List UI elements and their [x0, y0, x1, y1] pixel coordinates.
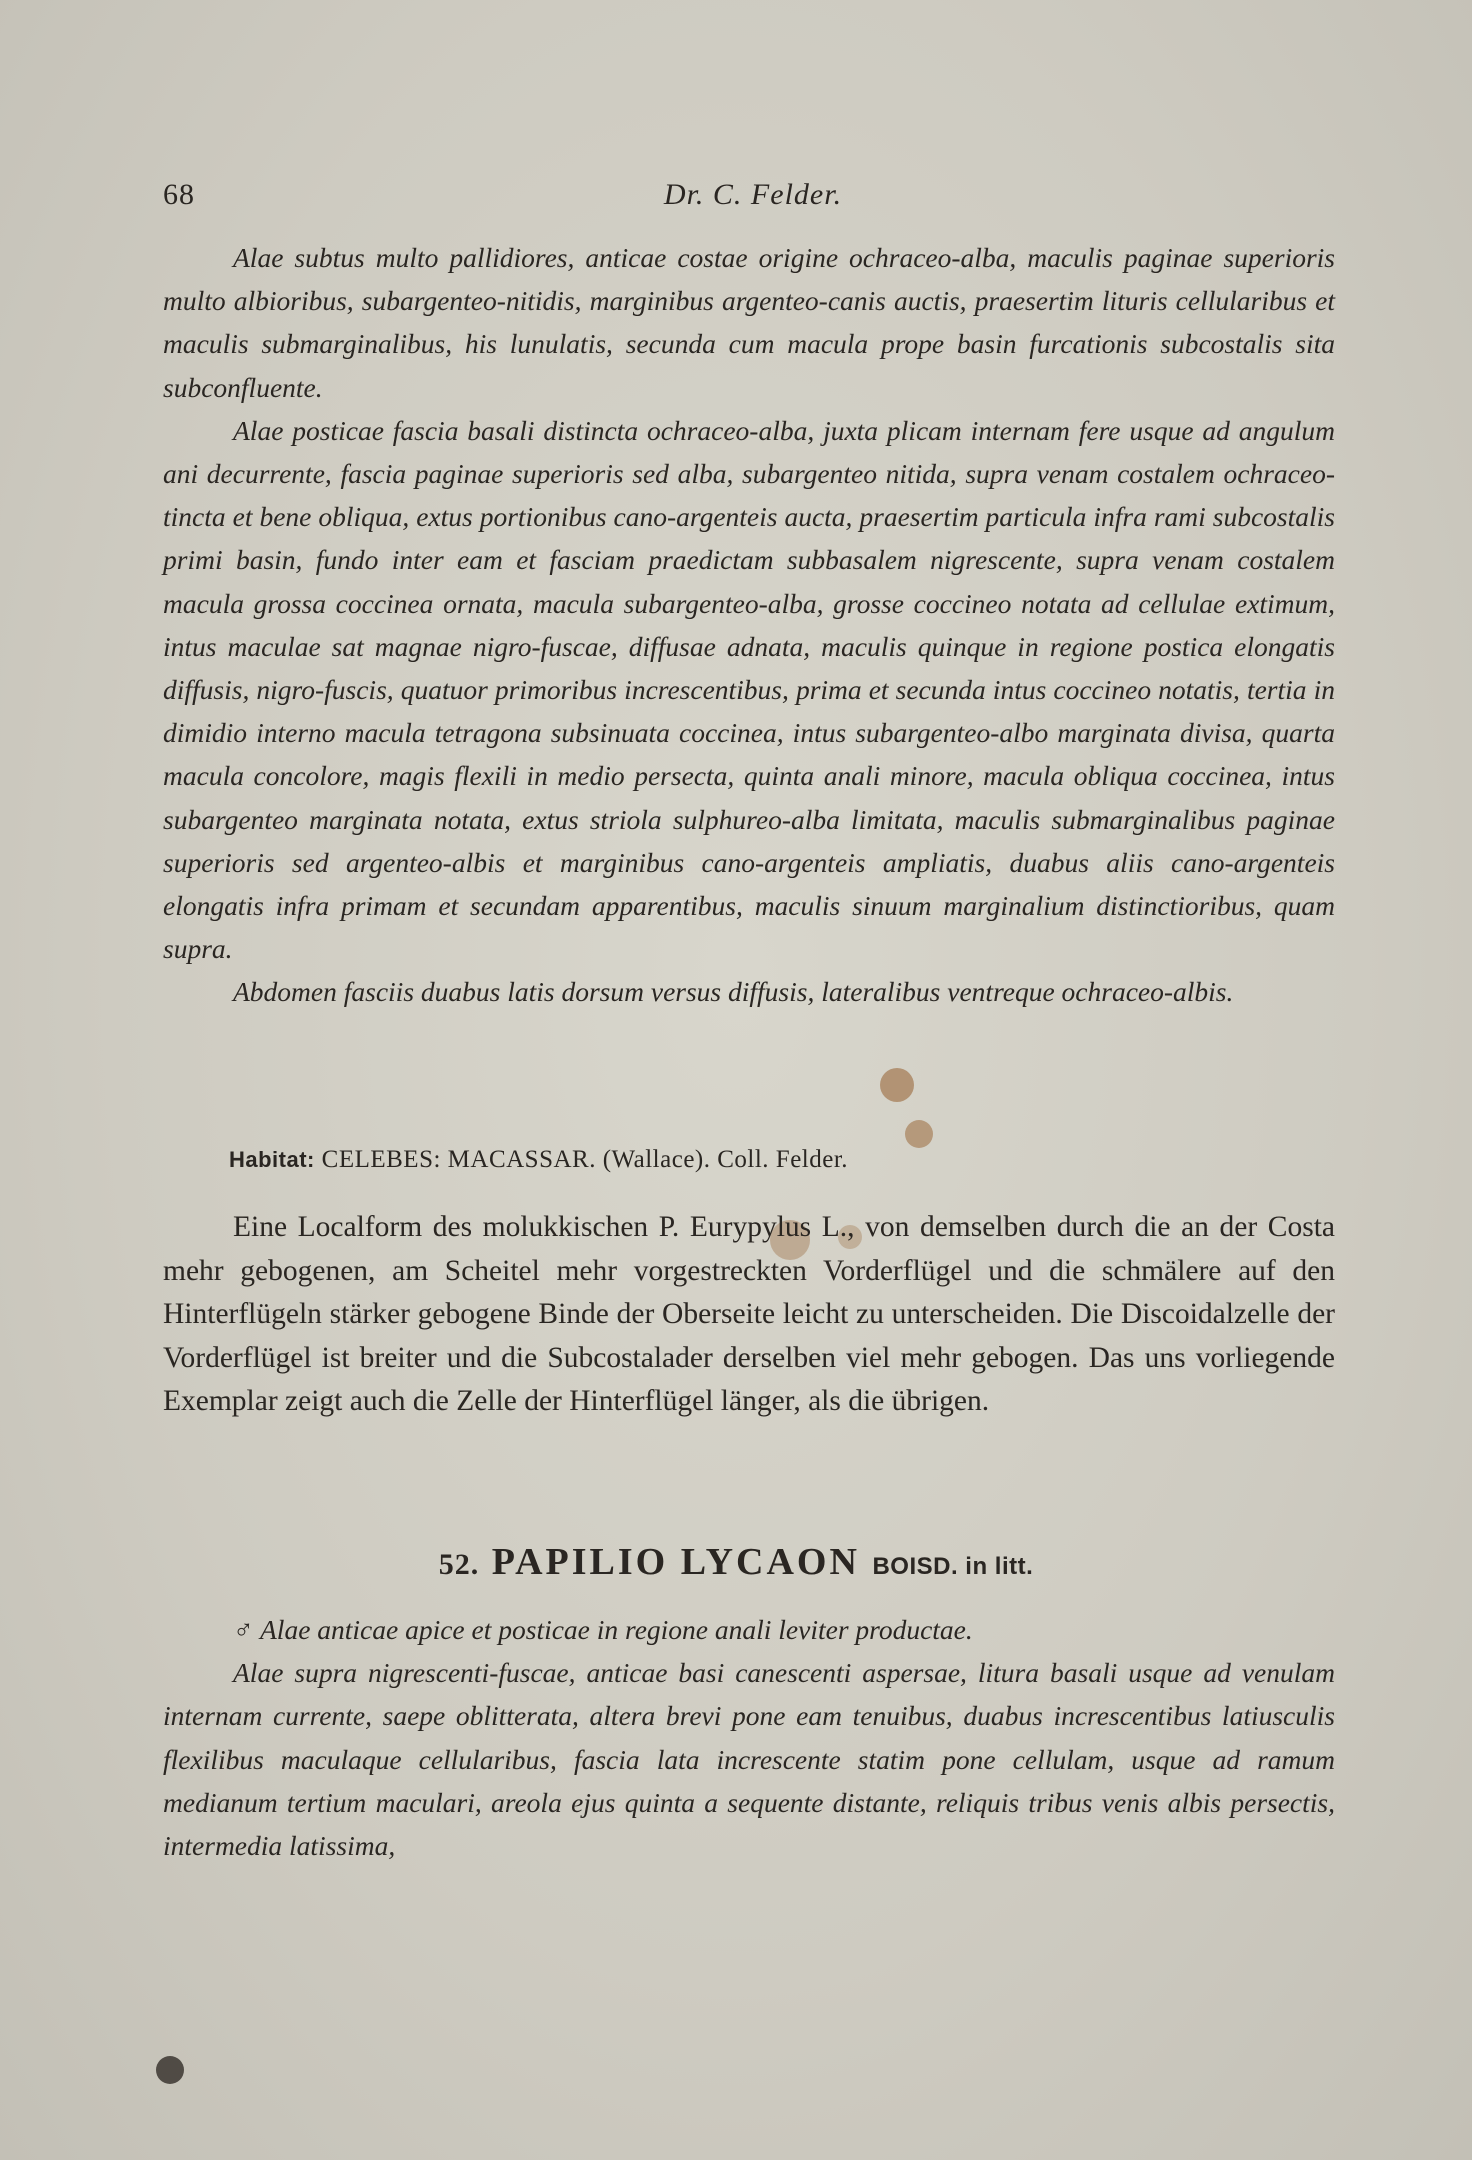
german-remarks: [163, 1206, 1335, 1424]
habitat-line: [229, 1146, 848, 1174]
latin-description-2: [163, 1608, 1335, 1867]
latin-description-1: [163, 236, 1335, 1014]
paragraph: Alae posticae fascia basali distincta ochraceo-alba, juxta plicam internam fere usque ad angulum ani decurrente, fascia paginae superioris sed alba, subargenteo nitida, supra venam costalem ochraceo-tincta et bene obliqua, extus portionibus cano-argenteis aucta, praesertim particula infra rami subcostalis primi basin, fundo inter eam et fasciam praedictam subbasalem nigrescente, supra venam costalem macula grossa coccinea ornata, macula subargenteo-alba, grosse coccineo notata ad cellulae extimum, intus maculae sat magnae nigro-fuscae, diffusae adnata, maculis quinque in regione postica elongatis diffusis, nigro-fuscis, quatuor primoribus increscentibus, prima et secunda intus coccineo notatis, tertia in dimidio interno macula tetragona subsinuata coccinea, intus subargenteo-albo marginata divisa, quarta macula concolore, magis flexili in medio persecta, quinta anali minore, macula obliqua coccinea, intus subargenteo marginata notata, extus striola sulphureo-alba limitata, maculis submarginalibus paginae superioris sed argenteo-albis et marginibus cano-argenteis ampliatis, duabus aliis cano-argenteis elongatis infra primam et secundam apparentibus, maculis sinuum marginalium distinctioribus, quam supra.: [163, 414, 1335, 965]
page-header: [163, 178, 1343, 224]
paragraph: Alae subtus multo pallidiores, anticae costae origine ochraceo-alba, maculis paginae superioris multo albioribus, subargenteo-nitidis, marginibus argenteo-canis auctis, praesertim lituris cellularibus et maculis submarginalibus, his lunulatis, secunda cum macula prope basin furcationis subcostalis sita subconfluente.: [163, 242, 1335, 403]
paragraph: Alae supra nigrescenti-fuscae, anticae basi canescenti aspersae, litura basali usque ad venulam internam currente, saepe oblitterata, altera brevi pone eam tenuibus, duabus increscentibus latiusculis flexilibus maculaque cellularibus, fascia lata increscente statim pone cellulam, usque ad ramum medianum tertium maculari, areola ejus quinta a sequente distante, reliquis tribus venis albis persectis, intermedia latissima,: [163, 1657, 1335, 1862]
habitat-text: CELEBES: MACASSAR. (Wallace). Coll. Felder.: [321, 1146, 849, 1173]
species-name: PAPILIO LYCAON: [491, 1541, 860, 1583]
paragraph: ♂ Alae anticae apice et posticae in regione anali leviter productae.: [233, 1614, 973, 1645]
paragraph: Eine Localform des molukkischen P. Eurypylus L., von demselben durch die an der Costa mehr gebogenen, am Scheitel mehr vorgestreckten Vorderflügel und die schmälere auf den Hinterflügeln stärker gebogene Binde der Oberseite leicht zu unterscheiden. Die Discoidalzelle der Vorderflügel ist breiter und die Subcostalader derselben viel mehr gebogen. Das uns vorliegende Exemplar zeigt auch die Zelle der Hinterflügel länger, als die übrigen.: [163, 1211, 1335, 1417]
ink-blot: [156, 2056, 184, 2084]
page-number: 68: [163, 178, 195, 211]
habitat-label: Habitat:: [229, 1147, 315, 1172]
foxing-stain: [905, 1120, 933, 1148]
foxing-stain: [880, 1068, 914, 1102]
species-heading: [0, 1540, 1472, 1584]
paragraph: Abdomen fasciis duabus latis dorsum versus diffusis, lateralibus ventreque ochraceo-albis.: [233, 976, 1234, 1008]
species-number: 52.: [438, 1548, 480, 1581]
running-head: Dr. C. Felder.: [663, 178, 843, 211]
species-authority: BOISD. in litt.: [872, 1553, 1034, 1580]
